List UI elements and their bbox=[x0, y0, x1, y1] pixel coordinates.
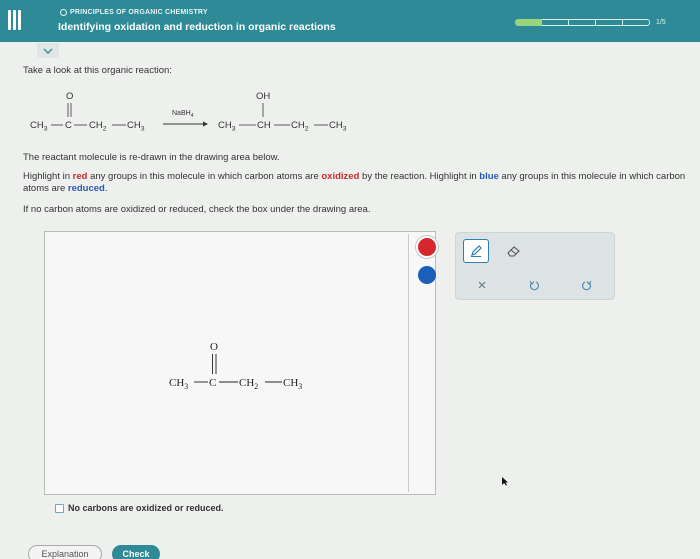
progress-segment bbox=[515, 19, 542, 26]
canvas-carbonyl-c[interactable]: C bbox=[209, 377, 217, 389]
undo-button[interactable] bbox=[521, 273, 547, 297]
progress-segment bbox=[569, 19, 596, 26]
progress-segment bbox=[596, 19, 623, 26]
redrawn-text: The reactant molecule is re-drawn in the drawing area below. bbox=[23, 152, 280, 163]
reactant-oxygen: O bbox=[66, 91, 74, 102]
eraser-tool-button[interactable] bbox=[501, 239, 527, 263]
canvas-ch3-left[interactable]: $CH_3$ bbox=[169, 377, 189, 392]
instr-text: any groups in this molecule in which carbon atoms are bbox=[87, 171, 322, 182]
red-color-swatch[interactable] bbox=[418, 238, 436, 256]
instr-reduced: reduced bbox=[67, 183, 105, 194]
undo-icon bbox=[528, 279, 540, 291]
pencil-icon bbox=[469, 244, 483, 258]
instr-text: by the reaction. Highlight in bbox=[359, 171, 480, 182]
eraser-icon bbox=[506, 244, 522, 258]
instr-text: Highlight in bbox=[23, 171, 73, 182]
reagent-label: NaBH$_4$ bbox=[172, 110, 194, 119]
redo-icon bbox=[581, 279, 593, 291]
instr-text: . bbox=[104, 183, 108, 194]
canvas-ch3-right[interactable]: $CH_3$ bbox=[283, 377, 303, 392]
canvas-ch2[interactable]: $CH_2$ bbox=[239, 377, 259, 392]
drawing-area[interactable] bbox=[44, 231, 436, 495]
canvas-molecule[interactable] bbox=[165, 332, 365, 402]
course-label bbox=[60, 9, 208, 16]
product-ch3-right: $CH_3$ bbox=[329, 120, 347, 133]
instr-text: any groups in this molecule in which carbon bbox=[498, 171, 686, 182]
product-ch2: $CH_2$ bbox=[291, 120, 309, 133]
instr-oxidized: oxidized bbox=[321, 171, 360, 182]
no-change-note: If no carbon atoms are oxidized or reduced, check the box under the drawing area. bbox=[23, 204, 371, 215]
clear-icon bbox=[477, 280, 487, 290]
chevron-down-icon bbox=[43, 47, 53, 55]
canvas-oxygen[interactable]: O bbox=[210, 341, 218, 353]
explanation-button[interactable]: Explanation bbox=[28, 545, 102, 559]
progress-bar bbox=[515, 19, 666, 26]
product-hydroxyl: OH bbox=[256, 91, 271, 102]
intro-text: Take a look at this organic reaction: bbox=[23, 65, 172, 76]
progress-segment bbox=[623, 19, 650, 26]
blue-color-swatch[interactable] bbox=[418, 266, 436, 284]
no-change-checkbox[interactable] bbox=[55, 504, 64, 513]
reactant-carbonyl-c: C bbox=[65, 120, 72, 131]
product-ch3-left: $CH_3$ bbox=[218, 120, 236, 133]
instr-blue: blue bbox=[479, 171, 499, 182]
instr-red: red bbox=[72, 171, 88, 182]
menu-icon[interactable] bbox=[8, 10, 22, 30]
no-change-checkbox-label[interactable]: No carbons are oxidized or reduced. bbox=[68, 503, 224, 513]
top-bar bbox=[0, 0, 700, 42]
redo-button[interactable] bbox=[574, 273, 600, 297]
page-title: Identifying oxidation and reduction in organic reactions bbox=[58, 21, 336, 33]
reactant-ch2: $CH_2$ bbox=[89, 120, 107, 133]
course-circle-icon bbox=[60, 9, 67, 16]
clear-button[interactable] bbox=[469, 273, 495, 297]
pencil-tool-button[interactable] bbox=[463, 239, 489, 263]
check-button[interactable]: Check bbox=[112, 545, 160, 559]
progress-segment bbox=[542, 19, 569, 26]
reaction-arrow-head bbox=[203, 122, 208, 127]
course-name: PRINCIPLES OF ORGANIC CHEMISTRY bbox=[70, 9, 208, 16]
reactant-ch3-right: $CH_3$ bbox=[127, 120, 145, 133]
instr-text: atoms are bbox=[23, 183, 68, 194]
product-ch: CH bbox=[257, 120, 271, 131]
instructions bbox=[23, 171, 699, 195]
progress-count: 1/5 bbox=[656, 19, 666, 26]
reaction-scheme bbox=[20, 84, 360, 136]
no-change-checkbox-row[interactable] bbox=[55, 503, 224, 513]
reactant-ch3-left: $CH_3$ bbox=[30, 120, 48, 133]
toolbox bbox=[455, 232, 615, 300]
collapse-toggle[interactable] bbox=[37, 43, 59, 58]
mouse-cursor-icon bbox=[501, 476, 509, 486]
